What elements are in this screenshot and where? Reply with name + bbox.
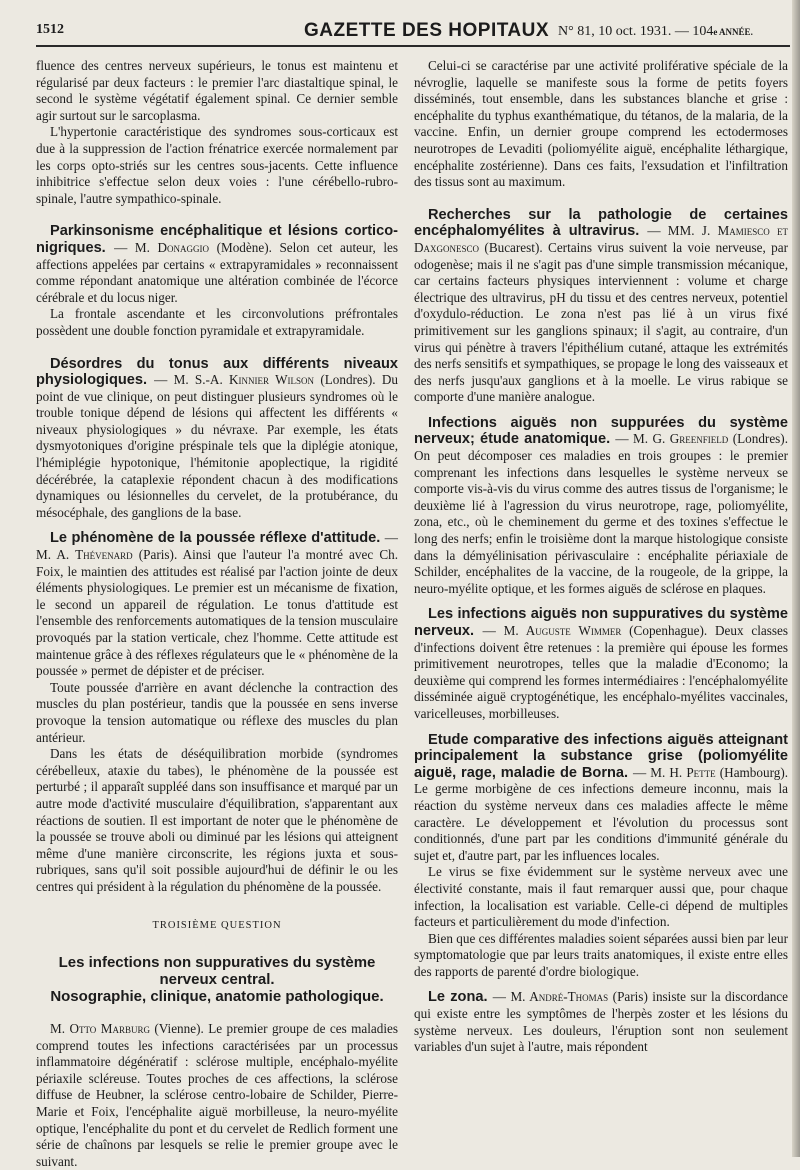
header-rule: [36, 45, 790, 47]
section-heading: Infections aiguës non suppurées du système nerveux; étude anatomique. — M. G. Greenfield (Londres). On peut décomposer ces maladies en trois groupes : le premier comprenant les infections dans lesquelles le système nerveux se comporte vis-à-vis du virus comme des autres tissus de l'organisme; le deuxième lié à l'agression du virus neurotrope, rage, poliomyélite, zona, etc., où le cheminement du germe et des toxines s'effectue le long des nerfs; enfin le troisième dont la marque histologique consiste dans la démyélinisation périvasculaire : encéphalite périaxiale de Schilder, encéphalites de la vaccine, de la rougeole, de la grippe, la neuro-myélite optique, et les formes aiguës de sclérose en plaques.: [414, 414, 788, 596]
left-column: [36, 58, 398, 1170]
paragraph: Celui-ci se caractérise par une activité proliférative spéciale de la névroglie, laquelle se manifeste sous la forme de petits foyers disséminés, tout ensemble, dans les substances blanche et grise : encéphalite du typhus exanthématique, du tétanos, de la malaria, de la vaccine. Enfin, un dernier groupe comprend les ectodermoses neurotropes de Levaditi (poliomyélite aiguë, encéphalite léthargique, encéphalite zostérienne). Dans ces faits, l'exsudation et l'infiltration des tissus sont au maximum.: [414, 58, 788, 190]
paragraph: Dans les états de déséquilibration morbide (syndromes cérébelleux, ataxie du tabes), le phénomène de la poussée est perturbé ; il apparaît suppléé dans son insuffisance et marqué par un autre mode d'activité musculaire d'équilibration, s'apparentant aux réactions de soutien. Il est important de noter que le phénomène de la poussée se trouve aboli ou diminué par les lésions qui atteignent même d'une manière circonscrite, les régions juxta et sous-rubriques, sans qu'il soit possible aujourd'hui de définir le ou les centres qui président à la régulation du phénomène de la poussée.: [36, 746, 398, 894]
paragraph: L'hypertonie caractéristique des syndromes sous-corticaux est due à la suppression de l'action frénatrice exercée normalement par les corps opto-striés sur les centres sous-jacents. Cette influence inhibitrice s'effectue selon deux voies : l'une cérébello-rubro-spinale, l'autre sympathico-spinale.: [36, 124, 398, 206]
paragraph: La frontale ascendante et les circonvolutions préfrontales possèdent une double fonction pyramidale et extrapyramidale.: [36, 306, 398, 338]
paragraph: M. Otto Marburg (Vienne). Le premier groupe de ces maladies comprend toutes les infections caractérisées par un processus inflammatoire dégénératif : sclérose multiple, encéphalo-myélite périaxile scléreuse. Toutes proches de ces affections, la sclérose diffuse de Heubner, la sclérose centro-lobaire de Schilder, Pierre-Marie et Foix, l'encéphalite aiguë morbilleuse, la neuro-myélite optique, l'encéphalite du pont et du cervelet de Redlich forment une série de chaînons par lesquels se relie le premier groupe avec le suivant.: [36, 1021, 399, 1169]
page-number: 1512: [36, 22, 64, 37]
section-heading: Les infections aiguës non suppuratives du système nerveux. — M. Auguste Wimmer (Copenhague). Deux classes d'infections doivent être retenues : la première qui épouse les formes primitivement neurotropes, telles que la maladie d'Economo; la deuxième qui comprend les formes intermédiaires : l'encéphalomyélite disséminée aiguë cryptogénétique, les encéphalo-myélites vaccinales, varicelleuses, morbilleuses.: [414, 606, 788, 721]
page-header: [36, 18, 790, 46]
question-subtitle: Nosographie, clinique, anatomie pathologique.: [50, 988, 384, 1006]
section-heading: Parkinsonisme encéphalitique et lésions cortico-nigriques. — M. Donaggio (Modène). Selon cet auteur, les affections appelées par certains « extrapyramidales » reconnaissent comme répondant anatomique une altération combinée de l'écorce cérébrale et du locus niger.: [36, 223, 399, 305]
paragraph: Toute poussée d'arrière en avant déclenche la contraction des muscles du plan postérieur, tandis que la poussée en sens inverse provoque la tension automatique ou réflexe des muscles du plan antérieur.: [36, 679, 398, 745]
paragraph: fluence des centres nerveux supérieurs, le tonus est maintenu et régularisé par deux facteurs : le premier l'arc diastaltique spinal, le second le système végétatif également spinal. Ce dernier semble agir surtout sur le sarcoplasma.: [36, 58, 398, 123]
section-heading: Recherches sur la pathologie de certaines encéphalomyélites à ultravirus. — MM. J. Mamiesco et Daxgonesco (Bucarest). Certains virus suivent la voie nerveuse, par odogenèse; mais il ne s'agit pas d'une simple transmission mécanique, car certains facteurs physiques interviennent : volume et charge électrique des ultravirus, pH du tissu et des centres nerveux, potentiel d'oxydulo-réduction. Le zona n'est pas lié à un virus fixé primitivement sur les ganglions spinaux; il s'agit, au contraire, d'un virus qui pénètre à travers l'épithélium cutané, attaque les extrémités des nerfs sensitifs et sympathiques, se propage le long des vaisseaux et des nerfs jusqu'aux ganglions et à la moelle. Le virus rabique se comporte d'une manière analogue.: [414, 206, 788, 405]
right-column: [414, 58, 788, 1056]
section-heading: Désordres du tonus aux différents niveaux physiologiques. — M. S.-A. Kinnier Wilson (Londres). Du point de vue clinique, on peut distinguer plusieurs syndromes où le trouble tonique dépend de lésions qui affectent les différents « niveaux physiologiques » du névraxe. Par exemple, les états dysmyotoniques d'origine préspinale tels que la diplégie atonique, l'hémiplégie hypotonique, l'hémitonie apoplectique, la rigidité décérébrée, la cataplexie répondent chacun à des modifications dynamiques ou lésionnelles du cervelet, de la protubérance, du mésocéphale, des ganglions de la base.: [36, 355, 399, 520]
section-heading: Le zona. — M. André-Thomas (Paris) insiste sur la discordance qui existe entre les symptômes de l'herpès zoster et les lésions du système nerveux. Les douleurs, l'éruption sont non seulement variables d'un sujet à l'autre, mais répondent: [414, 989, 789, 1055]
paragraph: Le virus se fixe évidemment sur le système nerveux avec une électivité constante, mais il faut remarquer aussi que, pour chaque infection, la localisation est variable. Celle-ci dépend de multiples facteurs et particulièrement du mode d'infection.: [414, 864, 788, 930]
section-heading: Etude comparative des infections aiguës atteignant principalement la substance grise (poliomyélite aiguë, rage, maladie de Borna. — M. H. Pette (Hambourg). Le germe morbigène de ces infections demeure inconnu, mais la réaction du système nerveux dans ces maladies affecte le même caractère. Le développement et l'évolution du processus sont conditionnés, d'une part par les conditions d'immunité générale du sujet et, d'autre part, par les influences locales.: [414, 731, 789, 863]
question-label: TROISIÈME QUESTION: [152, 919, 282, 931]
scan-edge: [792, 0, 800, 1157]
journal-title: GAZETTE DES HOPITAUX: [304, 20, 550, 41]
issue-info: N° 81, 10 oct. 1931. — 104e ANNÉE.: [558, 24, 753, 39]
question-title: Les infections non suppuratives du système nerveux central.: [58, 954, 376, 989]
section-heading: Le phénomène de la poussée réflexe d'attitude. — M. A. Thévenard (Paris). Ainsi que l'auteur l'a montré avec Ch. Foix, le maintien des attitudes est réalisé par l'action jointe de deux éléments physiologiques. Le premier est un mécanisme de fixation, le second un appareil de régulation. Le tonus d'attitude est l'ensemble des renforcements automatiques de la tension musculaire provoqués par la station verticale, chez l'homme. Cette attitude est maintenue grâce à des réflexes régulateurs que le « phénomène de la poussée » permet de dépister et de préciser.: [36, 530, 399, 679]
paragraph: Bien que ces différentes maladies soient séparées aussi bien par leur symptomatologie que par leurs traits anatomiques, il existe entre elles des rapports de parenté d'ordre biologique.: [414, 930, 788, 979]
